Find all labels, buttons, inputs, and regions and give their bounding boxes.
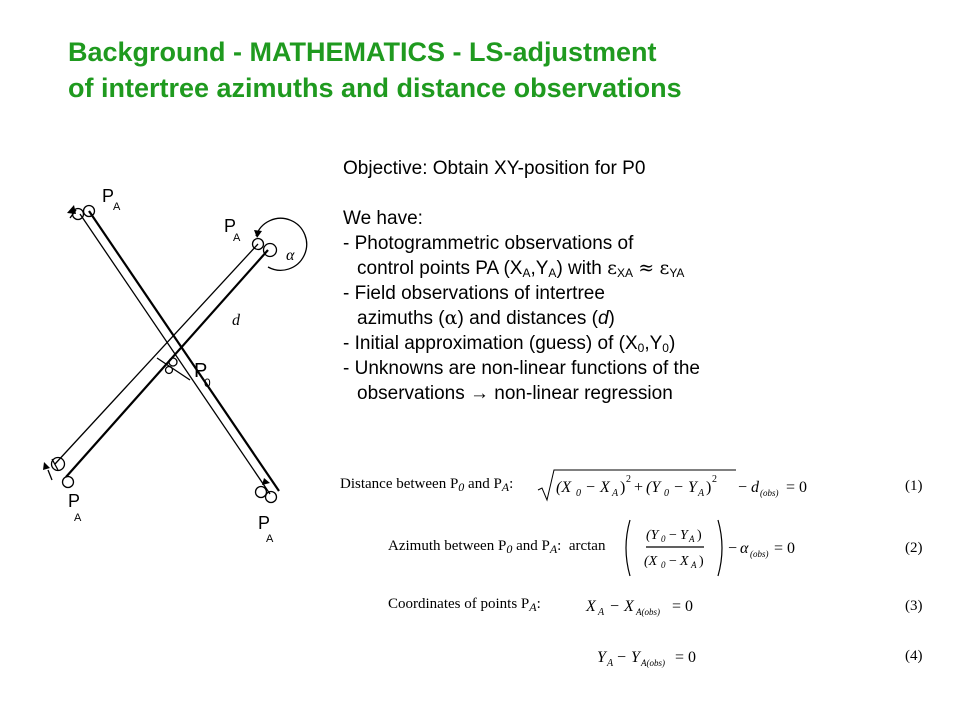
svg-text:A: A bbox=[689, 534, 695, 544]
svg-text:A(obs): A(obs) bbox=[636, 607, 660, 617]
svg-text:A: A bbox=[698, 488, 705, 499]
svg-text:(X: (X bbox=[556, 479, 572, 496]
svg-text:(Y: (Y bbox=[646, 479, 661, 496]
point-circle bbox=[52, 458, 65, 471]
item4-line-a: - Unknowns are non-linear functions of the bbox=[343, 358, 700, 379]
slide-title bbox=[68, 34, 928, 106]
equation-4-number: (4) bbox=[905, 648, 923, 664]
svg-text:= 0: = 0 bbox=[672, 598, 694, 615]
item3-line: - Initial approximation (guess) of $(X_0,Y_0)$ bbox=[343, 333, 676, 355]
svg-text:−: − bbox=[674, 479, 684, 496]
item4-line-b: observations → non-linear regression bbox=[357, 383, 673, 404]
svg-text:−: − bbox=[728, 540, 738, 557]
svg-text:−: − bbox=[610, 598, 620, 615]
equation-2-number: (2) bbox=[905, 540, 923, 556]
arrow-head-icon bbox=[262, 478, 270, 485]
objective-line: Objective: Obtain XY-position for P0 bbox=[343, 158, 646, 179]
svg-text:= 0: = 0 bbox=[675, 649, 697, 666]
label-p0: P bbox=[194, 360, 208, 382]
svg-text:2: 2 bbox=[712, 474, 717, 485]
equation-3-number: (3) bbox=[905, 598, 923, 614]
svg-text:(obs): (obs) bbox=[750, 549, 769, 559]
arrow-head-icon bbox=[254, 230, 262, 238]
equation-2: Azimuth between $P_0$ and $P_A$: arctan bbox=[388, 538, 606, 556]
label-pa-top-left: P bbox=[102, 186, 115, 206]
title-line-2: of intertree azimuths and distance observations bbox=[68, 73, 682, 103]
item2-line-b: azimuths (α) and distances (d) bbox=[357, 307, 615, 329]
svg-text:0: 0 bbox=[576, 488, 581, 499]
point-circle bbox=[266, 492, 277, 503]
svg-text:): ) bbox=[697, 528, 702, 543]
arrow-head-icon bbox=[67, 205, 76, 214]
label-alpha: α bbox=[286, 247, 295, 264]
equation-1: Distance between $P_0$ and $P_A$: bbox=[340, 476, 514, 494]
svg-text:A: A bbox=[113, 201, 121, 213]
svg-text:Y: Y bbox=[688, 479, 697, 496]
equation-3: Coordinates of points $P_A$: bbox=[388, 596, 541, 614]
svg-text:): ) bbox=[699, 554, 704, 569]
svg-text:Y: Y bbox=[631, 649, 640, 666]
point-circle bbox=[63, 477, 74, 488]
label-pa-upper-right: P bbox=[224, 216, 237, 236]
equation-3-formula bbox=[582, 591, 722, 621]
svg-text:+: + bbox=[634, 479, 644, 496]
svg-text:X: X bbox=[600, 479, 610, 496]
svg-text:X: X bbox=[680, 554, 689, 569]
item2-line-a: - Field observations of intertree bbox=[343, 283, 605, 304]
equation-4-formula bbox=[593, 642, 733, 672]
svg-text:A(obs): A(obs) bbox=[641, 658, 665, 668]
svg-text:0: 0 bbox=[661, 560, 666, 570]
svg-text:): ) bbox=[706, 479, 712, 496]
label-pa-lower-left: P bbox=[68, 491, 81, 511]
svg-text:(X: (X bbox=[644, 554, 658, 569]
svg-text:): ) bbox=[620, 479, 626, 496]
svg-text:−: − bbox=[738, 479, 748, 496]
svg-text:A: A bbox=[612, 488, 619, 499]
svg-text:−: − bbox=[669, 554, 677, 569]
label-d: d bbox=[232, 312, 240, 329]
svg-text:−: − bbox=[586, 479, 596, 496]
svg-text:A: A bbox=[266, 533, 274, 545]
svg-text:A: A bbox=[74, 512, 82, 524]
svg-text:d: d bbox=[751, 479, 759, 496]
svg-text:0: 0 bbox=[661, 534, 666, 544]
intertree-diagram bbox=[30, 180, 320, 550]
svg-text:2: 2 bbox=[626, 474, 631, 485]
title-line-1: Background - MATHEMATICS - LS-adjustment bbox=[68, 37, 657, 67]
arrow-head-icon bbox=[43, 462, 50, 470]
svg-text:Y: Y bbox=[597, 649, 606, 666]
svg-text:−: − bbox=[669, 528, 677, 543]
svg-text:(Y: (Y bbox=[646, 528, 659, 543]
svg-text:= 0: = 0 bbox=[774, 540, 796, 557]
svg-text:−: − bbox=[617, 649, 627, 666]
we-have-line: We have: bbox=[343, 208, 423, 229]
svg-text:A: A bbox=[233, 232, 241, 244]
svg-text:(obs): (obs) bbox=[760, 488, 779, 498]
point-circle bbox=[256, 487, 267, 498]
svg-text:α: α bbox=[740, 540, 749, 557]
equation-1-formula bbox=[536, 466, 826, 506]
svg-text:0: 0 bbox=[664, 488, 669, 499]
item1-line-a: - Photogrammetric observations of bbox=[343, 233, 634, 254]
equation-1-number: (1) bbox=[905, 478, 923, 494]
line-upper-right-to-lower-left-b bbox=[66, 250, 268, 477]
label-pa-lower-right: P bbox=[258, 513, 271, 533]
item1-line-b: control points PA $(X_A,Y_A)$ with $\varepsilon_{XA} \approx \varepsilon_{YA}$ bbox=[357, 257, 685, 280]
svg-text:X: X bbox=[586, 598, 596, 615]
svg-text:Y: Y bbox=[680, 528, 688, 543]
svg-text:= 0: = 0 bbox=[786, 479, 808, 496]
objective-text-block bbox=[343, 156, 943, 406]
svg-text:A: A bbox=[691, 560, 697, 570]
svg-text:0: 0 bbox=[204, 376, 211, 390]
equation-2-formula bbox=[622, 517, 842, 579]
point-circle bbox=[264, 244, 277, 257]
svg-text:A: A bbox=[607, 658, 614, 669]
svg-text:X: X bbox=[624, 598, 634, 615]
svg-text:A: A bbox=[598, 607, 605, 618]
